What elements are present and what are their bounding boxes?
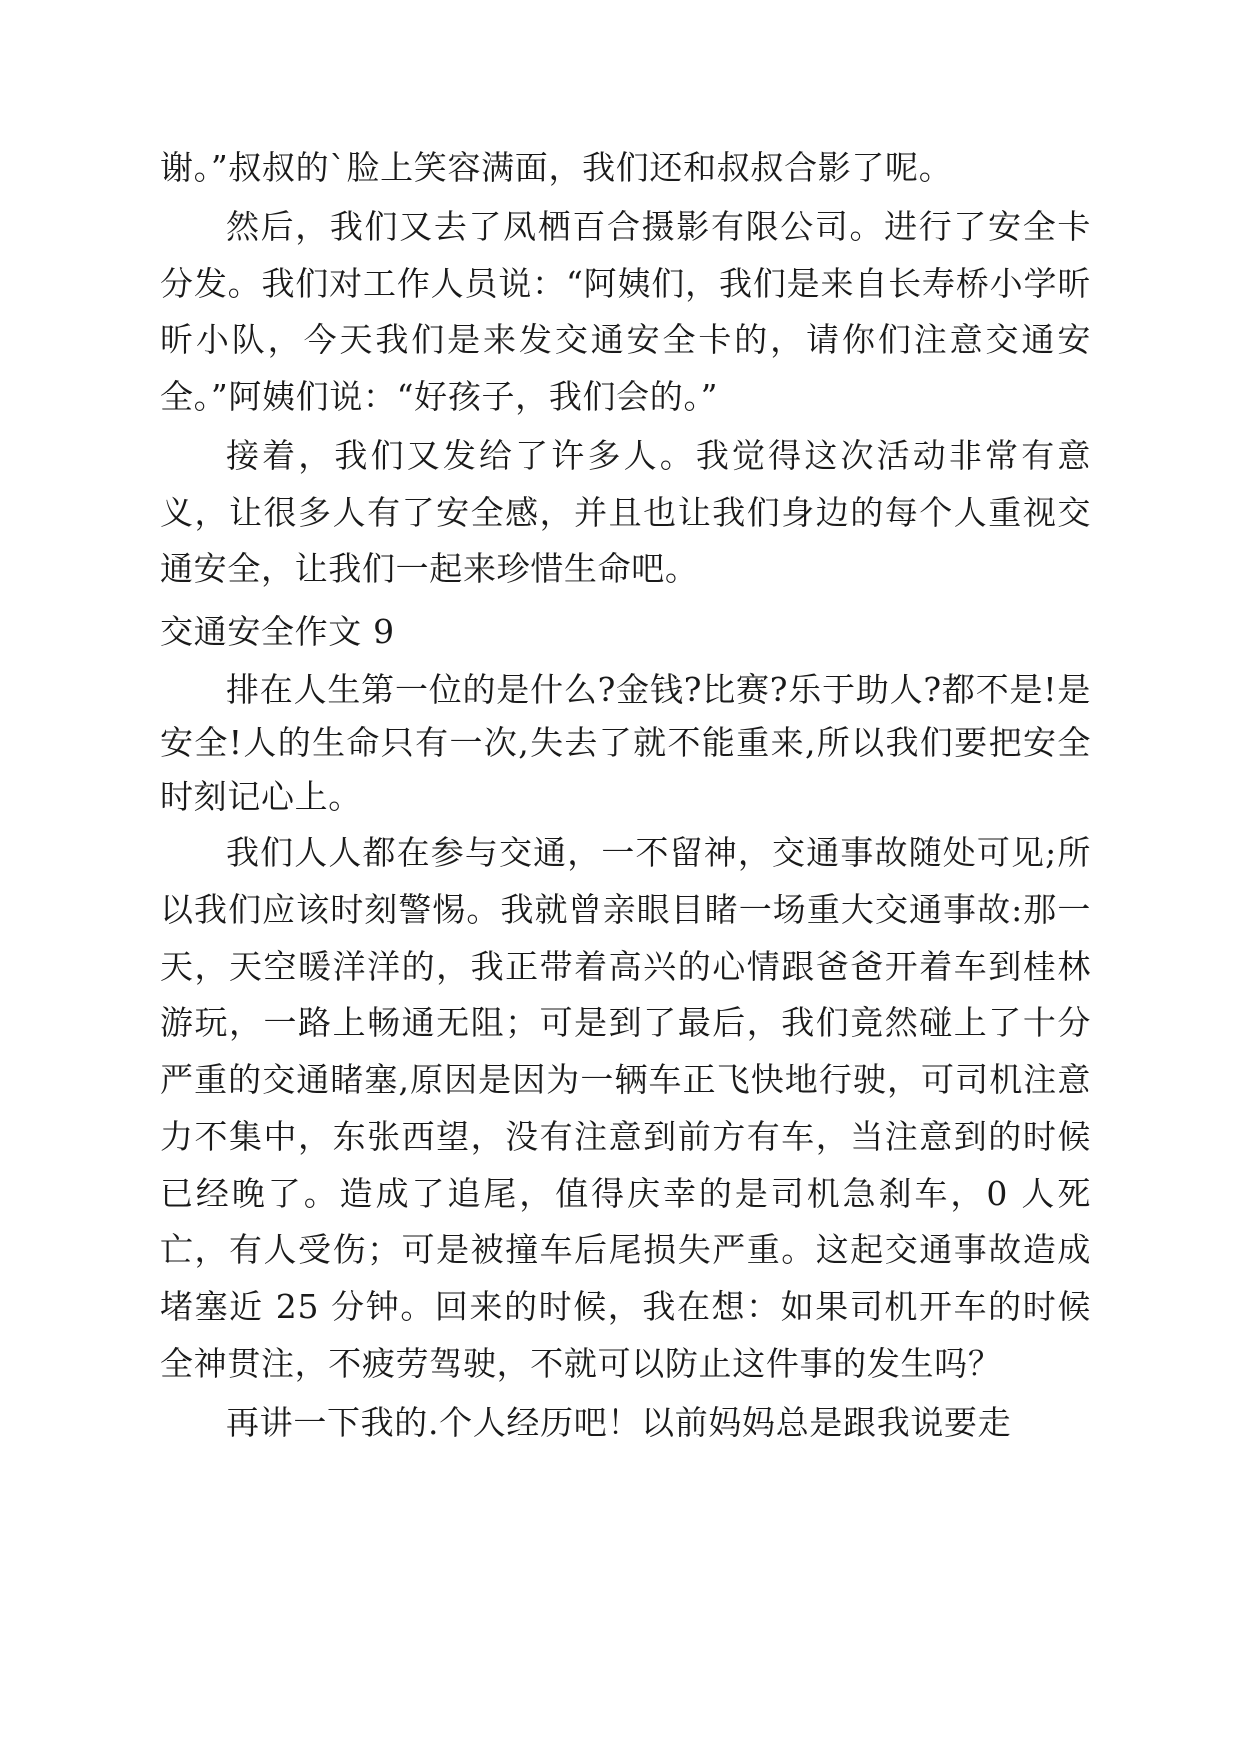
paragraph: 我们人人都在参与交通，一不留神，交通事故随处可见;所以我们应该时刻警惕。我就曾亲眼目睹一场重大交通事故:那一天，天空暖洋洋的，我正带着高兴的心情跟爸爸开着车到桂林游玩，一路上畅通无阻；可是到了最后，我们竟然碰上了十分严重的交通睹塞,原因是因为一辆车正飞快地行驶，可司机注意力不集中，东张西望，没有注意到前方有车，当注意到的时候已经晚了。造成了追尾，值得庆幸的是司机急刹车，0 人死亡，有人受伤；可是被撞车后尾损失严重。这起交通事故造成堵塞近 25 分钟。回来的时候，我在想：如果司机开车的时候全神贯注，不疲劳驾驶，不就可以防止这件事的发生吗？ — [160, 833, 1091, 1383]
section-heading: 交通安全作文 9 — [160, 612, 395, 651]
paragraph: 谢。”叔叔的`脸上笑容满面，我们还和叔叔合影了呢。 — [160, 148, 953, 187]
paragraph: 接着，我们又发给了许多人。我觉得这次活动非常有意义，让很多人有了安全感，并且也让我们身边的每个人重视交通安全，让我们一起来珍惜生命吧。 — [160, 435, 1091, 589]
paragraph: 排在人生第一位的是什么?金钱?比赛?乐于助人?都不是!是安全!人的生命只有一次,失去了就不能重来,所以我们要把安全时刻记心上。 — [160, 669, 1091, 816]
paragraph: 再讲一下我的.个人经历吧！以前妈妈总是跟我说要走 — [226, 1402, 1012, 1442]
document-body — [160, 140, 1091, 1451]
paragraph: 然后，我们又去了凤栖百合摄影有限公司。进行了安全卡分发。我们对工作人员说：“阿姨们，我们是来自长寿桥小学昕昕小队，今天我们是来发交通安全卡的，请你们注意交通安全。”阿姨们说：“好孩子，我们会的。” — [160, 206, 1091, 416]
